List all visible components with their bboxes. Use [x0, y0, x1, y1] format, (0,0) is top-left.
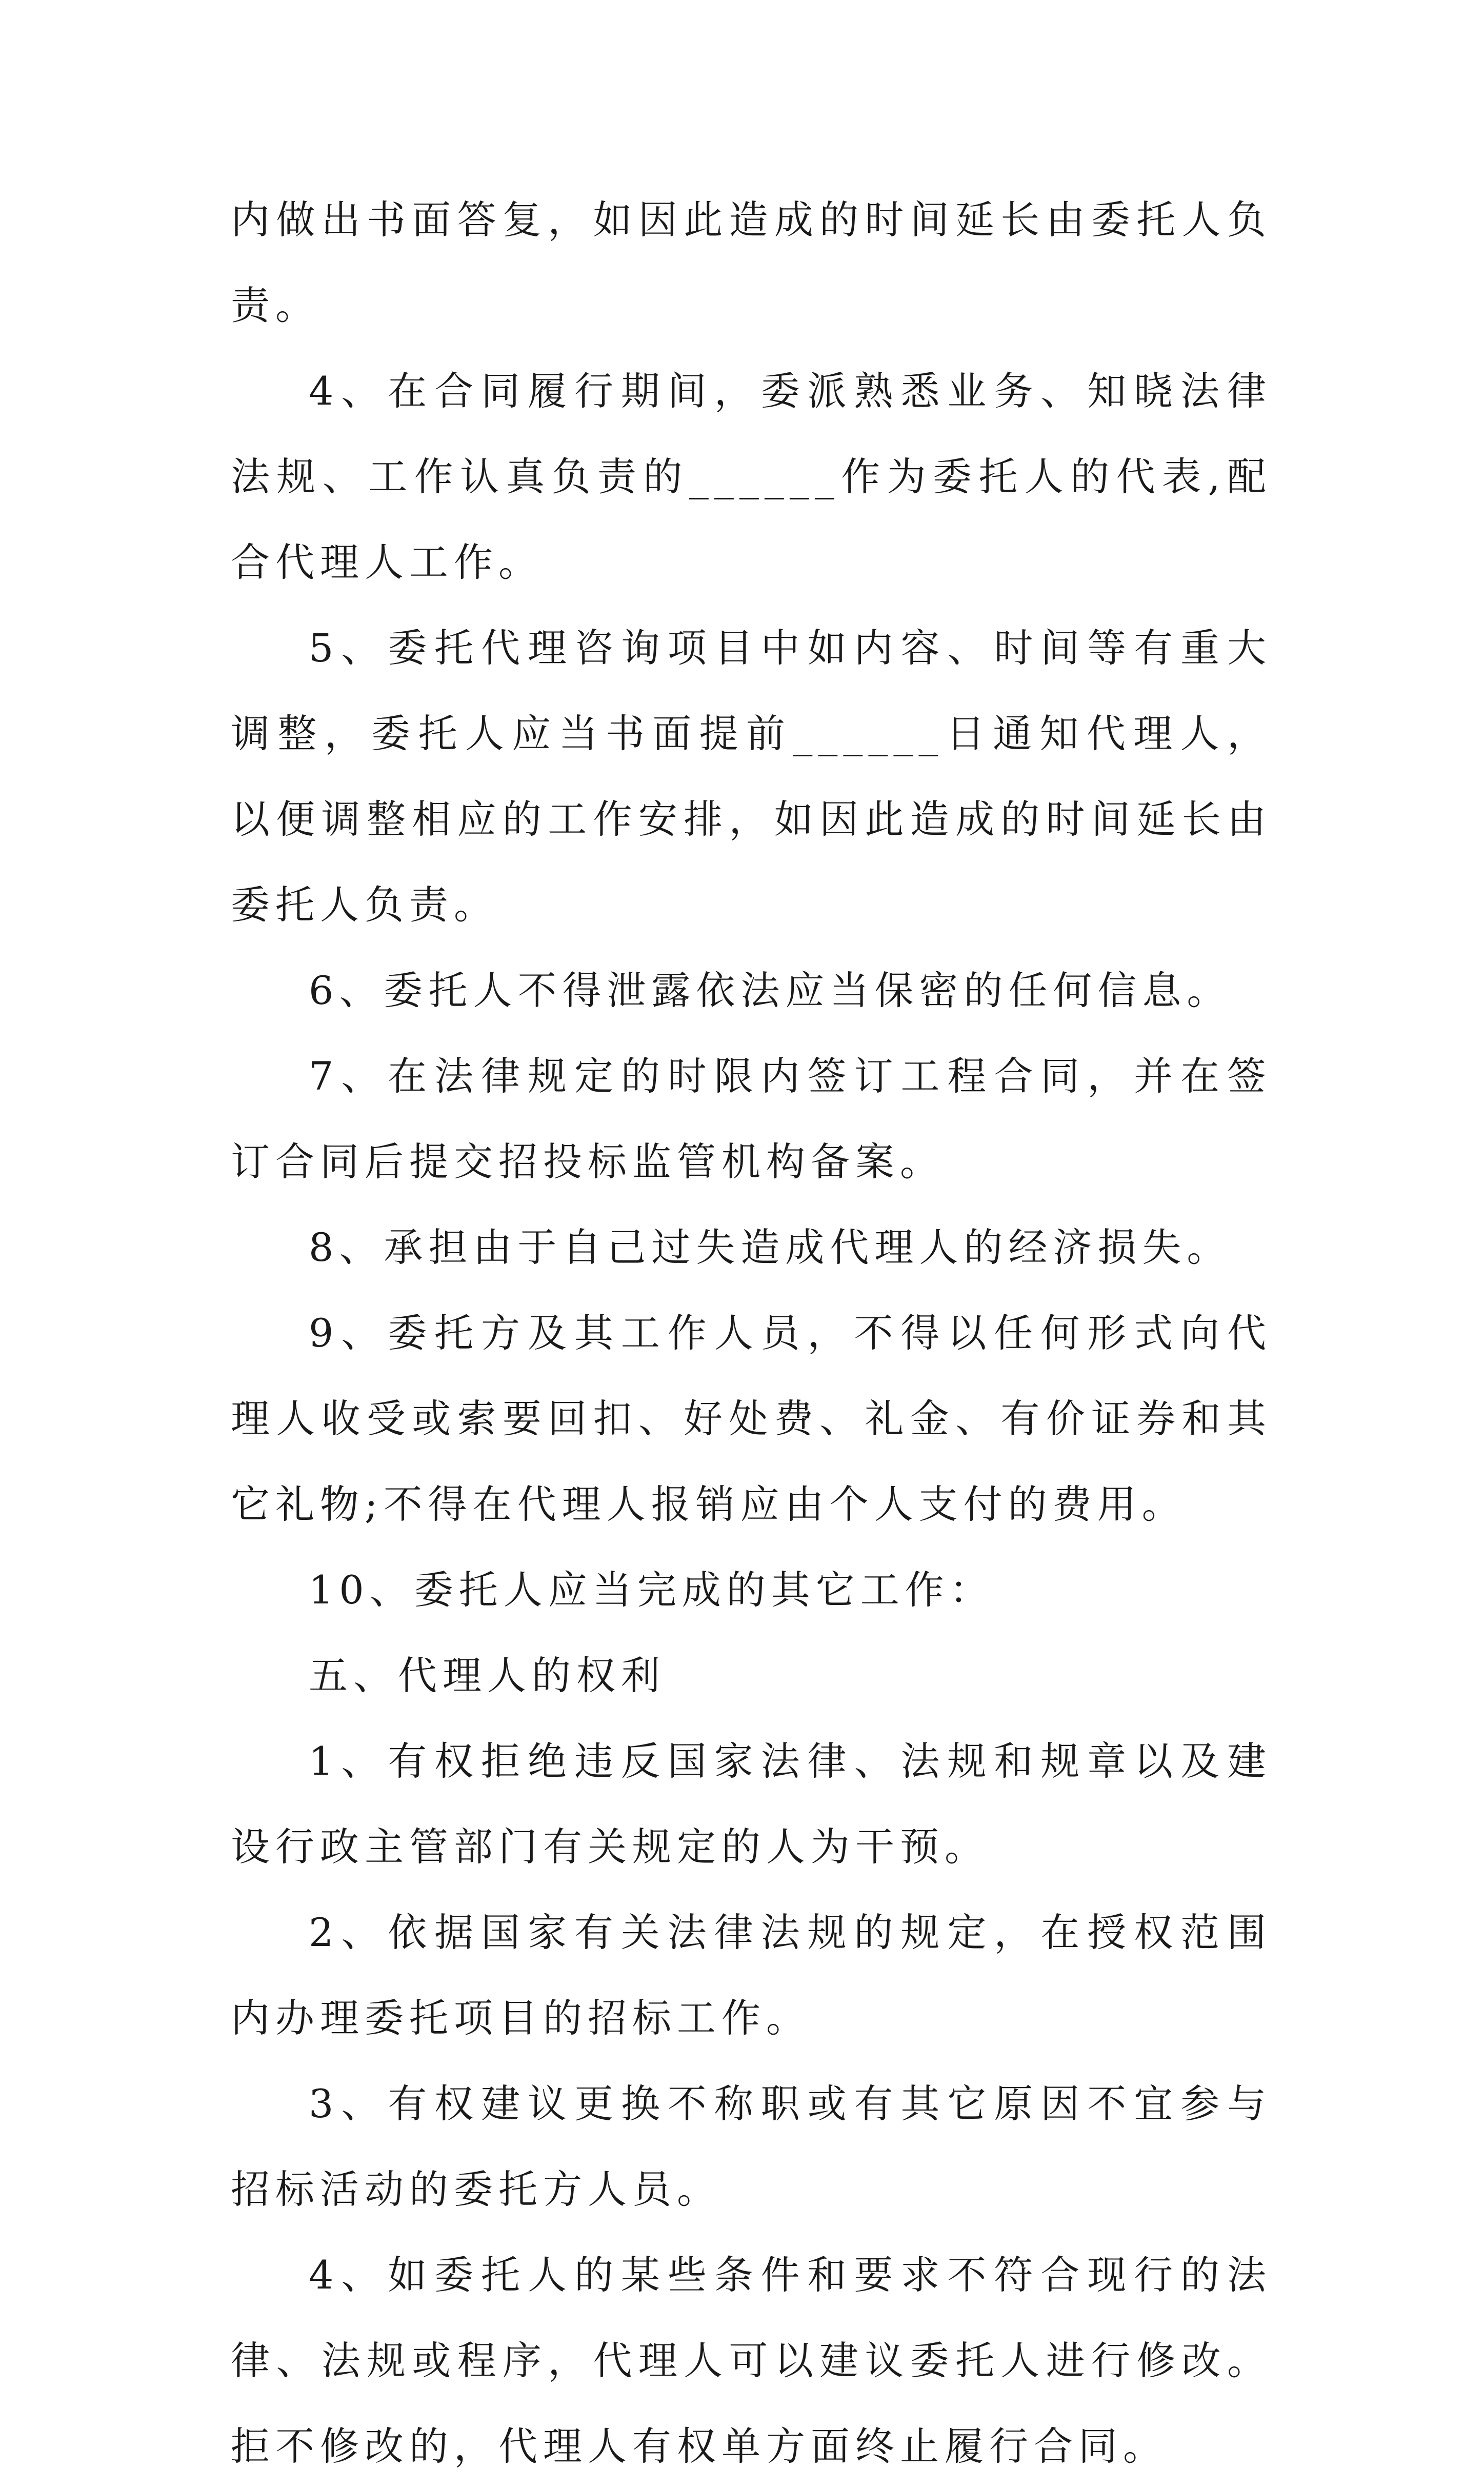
paragraph-item-6-confidentiality: 6、委托人不得泄露依法应当保密的任何信息。: [309, 968, 1232, 1013]
paragraph-right-2: 2、依据国家有关法律法规的规定，在授权范围内办理委托项目的招标工作。: [231, 1910, 1272, 2041]
paragraph-item-5-adjustment: 5、委托代理咨询项目中如内容、时间等有重大调整，委托人应当书面提前______日通知代理人，以便调整相应的工作安排，如因此造成的时间延长由委托人负责。: [231, 625, 1272, 928]
paragraph-item-9-kickbacks: 9、委托方及其工作人员，不得以任何形式向代理人收受或索要回扣、好处费、礼金、有价证券和其它礼物;不得在代理人报销应由个人支付的费用。: [231, 1310, 1272, 1527]
paragraph-right-1: 1、有权拒绝违反国家法律、法规和规章以及建设行政主管部门有关规定的人为干预。: [231, 1738, 1272, 1870]
paragraph-continuation: 内做出书面答复，如因此造成的时间延长由委托人负责。: [231, 197, 1272, 328]
section-heading-agent-rights: 五、代理人的权利: [309, 1653, 666, 1698]
paragraph-item-4-representative: 4、在合同履行期间，委派熟悉业务、知晓法律法规、工作认真负责的______作为委托人的代表,配合代理人工作。: [231, 368, 1272, 585]
paragraph-item-7-contract-signing: 7、在法律规定的时限内签订工程合同，并在签订合同后提交招投标监管机构备案。: [231, 1053, 1272, 1185]
paragraph-item-10-other-work: 10、委托人应当完成的其它工作：: [309, 1567, 994, 1613]
paragraph-right-4: 4、如委托人的某些条件和要求不符合现行的法律、法规或程序，代理人可以建议委托人进行修改。拒不修改的，代理人有权单方面终止履行合同。: [231, 2252, 1272, 2469]
paragraph-item-8-losses: 8、承担由于自己过失造成代理人的经济损失。: [309, 1225, 1232, 1270]
paragraph-right-3: 3、有权建议更换不称职或有其它原因不宜参与招标活动的委托方人员。: [231, 2081, 1272, 2212]
document-page: [231, 177, 1272, 2489]
